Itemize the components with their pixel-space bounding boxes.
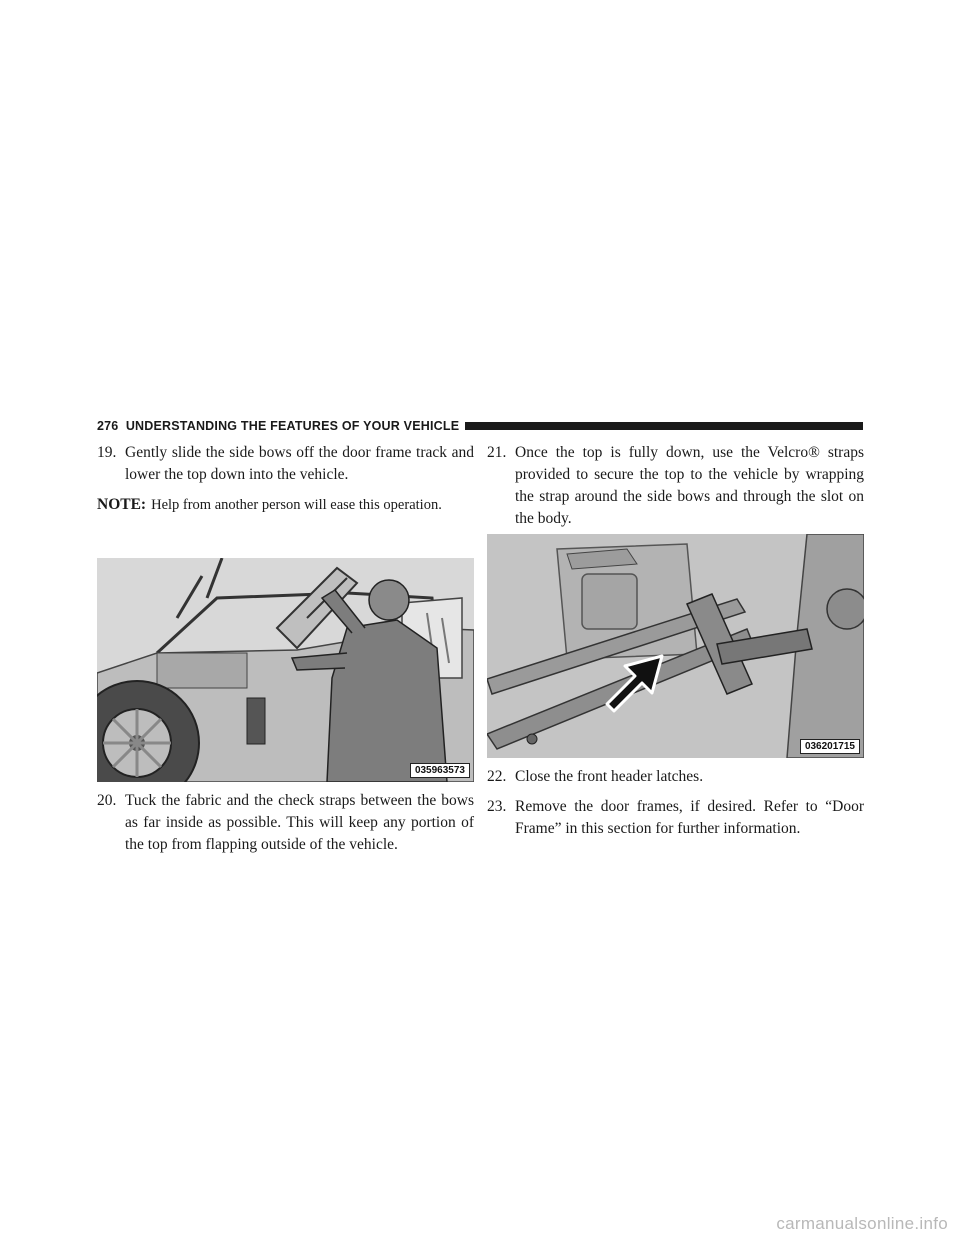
header-rule bbox=[465, 422, 863, 430]
step-20 bbox=[97, 790, 474, 856]
person-lowering-soft-top-illustration bbox=[97, 558, 474, 782]
step-text: Gently slide the side bows off the door frame track and lower the top down into the vehicle. bbox=[125, 444, 474, 483]
note bbox=[97, 494, 474, 516]
step-number: 22. bbox=[487, 768, 507, 785]
right-column bbox=[487, 442, 864, 840]
step-text: Close the front header latches. bbox=[515, 768, 704, 785]
step-text: Tuck the fabric and the check straps between the bows as far inside as possible. This will keep any portion of the top from flapping outside of the vehicle. bbox=[125, 792, 474, 853]
page-header bbox=[97, 418, 863, 434]
note-label: NOTE: bbox=[97, 496, 147, 513]
step-22 bbox=[487, 766, 864, 788]
step-text: Once the top is fully down, use the Velcro® straps provided to secure the top to the vehicle by wrapping the strap around the side bows and through the slot on the body. bbox=[515, 444, 864, 527]
watermark: carmanualsonline.info bbox=[776, 1214, 948, 1233]
section-title: UNDERSTANDING THE FEATURES OF YOUR VEHICLE bbox=[125, 419, 460, 433]
step-number: 23. bbox=[487, 798, 507, 815]
page-number: 276 bbox=[97, 419, 119, 433]
step-19 bbox=[97, 442, 474, 486]
figure-code: 036201715 bbox=[800, 739, 860, 754]
header-label bbox=[97, 418, 459, 434]
step-number: 19. bbox=[97, 444, 117, 461]
step-23 bbox=[487, 796, 864, 840]
velcro-strap-arrow-illustration bbox=[487, 534, 864, 758]
figure-velcro-straps bbox=[487, 534, 864, 758]
step-text: Remove the door frames, if desired. Refer to “Door Frame” in this section for further information. bbox=[515, 798, 864, 837]
figure-lowering-top bbox=[97, 558, 474, 782]
note-text: Help from another person will ease this operation. bbox=[151, 497, 442, 513]
step-number: 21. bbox=[487, 444, 507, 461]
step-number: 20. bbox=[97, 792, 117, 809]
step-21 bbox=[487, 442, 864, 530]
figure-code: 035963573 bbox=[410, 763, 470, 778]
left-column bbox=[97, 442, 474, 856]
